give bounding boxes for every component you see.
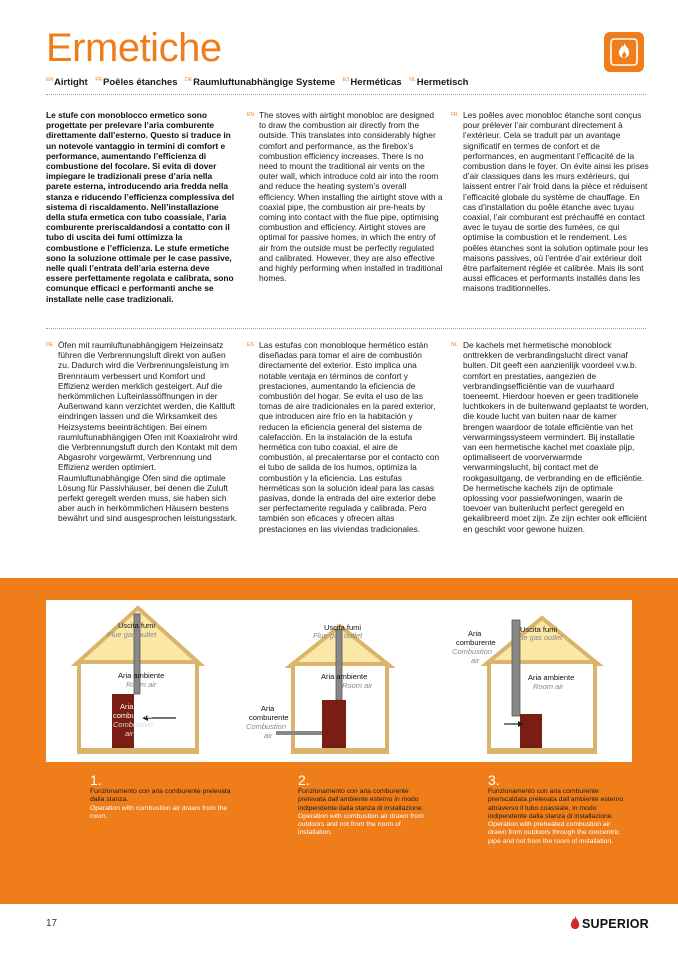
text-fr-block: [451, 110, 649, 294]
text-en: The stoves with airtight monobloc are designed to draw the combustion air directly from the outside. This translates into considerably higher comfort and performance, as the firebox’s combustion efficiency increases. There is no need to mount the traditional air vents on the outer wall, which introduce cold air into the room and reduce the heating system’s overall efficiency. When installing the airtight stove with a coaxial pipe, the combustion air pre-heats by coming into contact with the flue pipe, optimising combustion and efficiency. Airtight stoves are optimal for passive homes, in which the entry of air from the outside must be perfectly regulated and calibrated. However, they are also effective and highly performing when installed in traditional homes.: [259, 110, 443, 284]
h3-flue-it: Uscita fumi: [520, 625, 558, 634]
lang-code: EN: [46, 77, 53, 83]
lang-code: ES: [247, 342, 254, 348]
page-title: Ermetiche: [46, 26, 222, 70]
h3-room-it: Aria ambiente: [528, 673, 575, 682]
h1-comb-en2: air: [125, 729, 134, 738]
step-number: 2.: [298, 772, 310, 788]
divider: [46, 328, 646, 329]
lang-label-fr: Poêles étanches: [103, 77, 178, 88]
step-text-it: Funzionamento con aria comburente prelevata dalla stanza.: [90, 788, 231, 804]
h2-comb-it2: comburente: [249, 713, 289, 722]
lang-code: ES: [342, 77, 350, 83]
h3-comb-it1: Aria: [468, 629, 482, 638]
brand-name: SUPERIOR: [582, 916, 649, 931]
h3-comb-it2: comburente: [456, 638, 496, 647]
h3-comb-en2: air: [471, 656, 480, 665]
h3-room-en: Room air: [533, 682, 564, 691]
lang-code: DE: [46, 342, 53, 348]
language-labels: [46, 77, 468, 88]
text-it: Le stufe con monoblocco ermetico sono progettate per prelevare l’aria comburente direttamente dall’esterno. Questo si traduce in un notevole vantaggio in termini di comfort e performance, aumentando l’efficienza di combustione del focolare. Si evita di dover impiegare le tradizionali prese d’aria nella parete esterna, introducendo aria fredda nella stanza e riducendo l’efficienza complessiva del sistema di riscaldamento. Nell’installazione della stufa ermetica con tubo coassiale, l’aria comburente preriscaldandosi a contatto con il tubo di uscita dei fumi ottimizza la combustione e l’efficienza. Le stufe ermetiche sono la soluzione ottimale per le case passive, nelle quali l’entrata dell’aria esterna deve essere perfettamente regolata e calibrata, sono comunque efficaci e performanti anche se installate nelle case tradizionali.: [46, 110, 235, 304]
step-text-en: Operation with combustion air drawn from outdoors and not from the room of installation.: [298, 812, 424, 837]
text-es: Las estufas con monobloque hermético están diseñadas para tomar el aire de combustión directamente del exterior. Esto implica una notable ventaja en términos de confort y prestaciones, aumentando la eficiencia de combustión del hogar. Se evita el uso de las tomas de aire tradicionales en la pared exterior, que introducen aire frío en la habitación y reducen la eficiencia general del sistema de calefacción. En la instalación de la estufa hermética con tubo coaxial, el aire de combustión, al precalentarse por el contacto con el tubo de salida de los humos, optimiza la combustión y la eficiencia. Las estufas herméticas son la solución ideal para las casas pasivas, donde la entrada del aire exterior debe ser perfectamente regulada y calibrada. Pero también son eficaces y ofrecen altas prestaciones en las viviendas tradicionales.: [259, 340, 440, 534]
h2-comb-en1: Combustion: [246, 722, 287, 731]
divider: [46, 94, 646, 95]
step-1: [90, 772, 240, 821]
text-de: Öfen mit raumluftunabhängigem Heizeinsatz führen die Verbrennungsluft direkt von außen zu. Dadurch wird die Verbrennungsleistung im Brennraum verbessert und Komfort und Effizienz werden merklich gesteigert. Auf die herkömmlichen Lufteinlassöffnungen in der Außenwand kann verzichtet werden, die Kaltluft eindringen lassen und die Wirksamkeit des Heizsystems beeinträchtigen. Bei einem raumluftunabhängigen Ofen mit Koaxialrohr wird die Verbrennungsluft durch den Kontakt mit dem Abgasrohr vorgewärmt, Verbrennung und Effizienz werden optimiert. Raumluftunabhängige Öfen sind die optimale Lösung für Passivhäuser, bei denen die Zuluft perfekt geregelt werden muss, sie haben sich aber auch in herkömmlichen Häusern bestens bewährt und sind ausgesprochen leistungsstark.: [58, 340, 238, 524]
lang-code: NL: [409, 77, 416, 83]
brand-logo: [570, 916, 649, 933]
h2-room-en: Room air: [342, 681, 373, 690]
h2-comb-en2: air: [264, 731, 273, 740]
text-en-block: [247, 110, 443, 284]
lang-code: FR: [451, 112, 458, 118]
step-2: [298, 772, 434, 838]
h2-flue-it: Uscita fumi: [324, 623, 362, 632]
step-number: 3.: [488, 772, 500, 788]
lang-code: NL: [451, 342, 458, 348]
h3-comb-en1: Combustion: [452, 647, 493, 656]
h1-comb-it2: comburente: [113, 711, 153, 720]
step-text-en: Operation with combustion air drawn from the room.: [90, 804, 228, 820]
lang-code: DE: [185, 77, 193, 83]
text-nl: De kachels met hermetische monoblock onttrekken de verbrandingslucht direct vanaf buiten. Dit geeft een aanzienlijk voordeel v.w.b. comfort en prestaties, aangezien de verbrandingsefficiëntie van de vuurhaard toeneemt. Hierdoor hoeven er geen traditionele luchtkokers in de buitenwand geplaatst te worden, die koude lucht van buiten naar de kamer brengen waardoor de totale efficiëntie van het verwarmingssysteem vermindert. Bij installatie van een hermetische kachel met coaxiale pijp, optimaliseert de voorverwarmde verwarmingslucht, bij contact met de rookgasuitgang, de verbranding en de efficiëntie. De hermetische kachels zijn de optimale oplossing voor passiefwoningen, waarin de toevoer van buitenlucht perfect geregeld en gekalibreerd moet zijn. Ze zijn echter ook efficiënt en geschikt voor gewone huizen.: [463, 340, 649, 534]
step-3: [488, 772, 628, 846]
lang-label-de: Raumluftunabhängige Systeme: [193, 77, 336, 88]
h1-flue-en: Flue gas outlet: [107, 630, 157, 639]
lang-label-es: Herméticas: [350, 77, 402, 88]
h1-comb-it1: Aria: [120, 702, 134, 711]
h2-flue-en: Flue gas outlet: [313, 631, 363, 640]
lang-code: EN: [247, 112, 254, 118]
installation-diagrams: [46, 600, 632, 762]
step-number: 1.: [90, 772, 102, 788]
step-text-it: Funzionamento con aria comburente prelevata dall’ambiente esterno in modo indipendente dalla stanza di installazione.: [298, 788, 424, 812]
h1-room-it: Aria ambiente: [118, 671, 165, 680]
step-text-en: Operation with preheated combustion air drawn from outdoors through the concentric pipe and not from the room of installation.: [488, 821, 620, 845]
step-text-it: Funzionamento con aria comburente preriscaldata prelevata dall’ambiente esterno attraverso il tubo coassiale, in modo indipendente dalla stanza di installazione.: [488, 788, 624, 820]
diagram-panel: [46, 600, 632, 762]
lang-label-en: Airtight: [53, 77, 88, 88]
text-nl-block: [451, 340, 649, 534]
flame-icon: [570, 916, 580, 933]
lang-label-nl: Hermetisch: [416, 77, 469, 88]
h1-flue-it: Uscita fumi: [118, 621, 156, 630]
house-2: [276, 626, 390, 754]
h1-comb-en1: Combustion: [113, 720, 154, 729]
h1-room-en: Room air: [126, 680, 157, 689]
text-fr: Les poêles avec monobloc étanche sont conçus pour prélever l’air comburant directement à l’extérieur. Cela se traduit par un avantage significatif en termes de confort et de performances, en augmentant l’efficacité de la combustion dans le foyer. On évite ainsi les prises d’air classiques dans les murs extérieurs, qui laissent entrer l’air froid dans la pièce et réduisent l’efficacité globale du système de chauffage. En cas d’installation du poêle étanche avec tuyau coaxial, l’air comburant est préchauffé en contact avec le tuyau de sortie des fumées, ce qui optimise la combustion et le rendement. Les poêles étanches sont la solution optimale pour les maisons passives, où l’entrée d’air extérieur doit être parfaitement réglée et calibrée. Mais ils sont aussi efficaces et performants installés dans les maisons traditionnelles.: [463, 110, 649, 294]
page-number: 17: [46, 918, 58, 929]
lang-code: FR: [95, 77, 103, 83]
h2-comb-it1: Aria: [261, 704, 275, 713]
text-de-block: [46, 340, 238, 524]
h3-flue-en: Flue gas outlet: [513, 633, 563, 642]
airtight-category-badge: [604, 32, 644, 72]
flame-house-icon: [604, 32, 644, 72]
h2-room-it: Aria ambiente: [321, 672, 368, 681]
text-es-block: [247, 340, 443, 534]
